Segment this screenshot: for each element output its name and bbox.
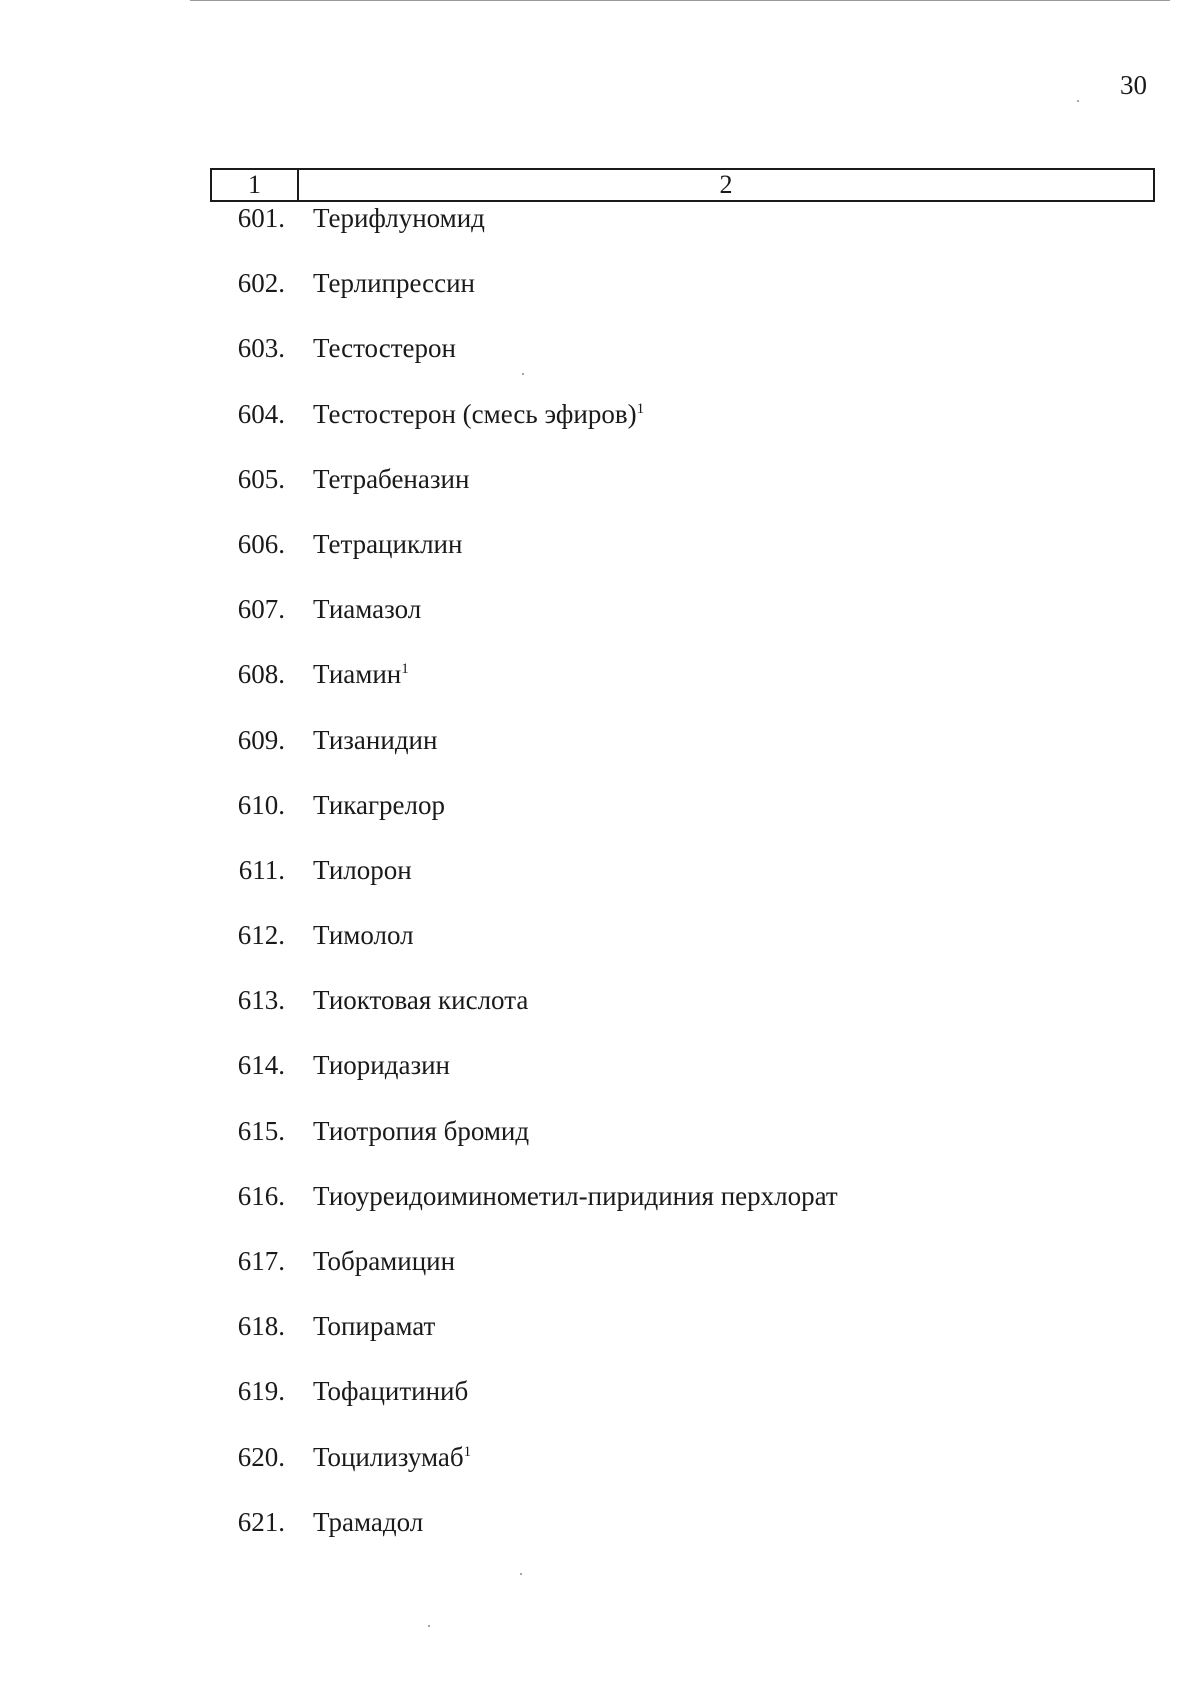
list-item-number: 609. [237,724,285,755]
list-item-name [295,1507,423,1538]
scan-speck [1077,100,1079,102]
list-item [210,333,1155,398]
list-item-number: 620. [237,1441,285,1472]
drug-name: Тиамин [313,659,402,690]
list-item-name [295,790,445,821]
list-item-number: 614. [237,1050,285,1081]
list-item-number: 613. [237,985,285,1016]
table-header-col-2: 2 [719,170,733,199]
drug-name: Тетрациклин [313,528,463,559]
drug-name: Тиоуреидоиминометил-пиридиния перхлорат [313,1180,838,1211]
drug-name: Тизанидин [313,724,438,755]
list-item-number: 610. [237,789,285,820]
list-item [210,1442,1155,1507]
list-item-name [295,333,456,364]
drug-name: Тиотропия бромид [313,1115,530,1146]
table-header-col-1: 1 [212,170,299,200]
list-item-number: 617. [237,1246,285,1276]
list-item [210,529,1155,594]
drug-name: Топирамат [313,1311,436,1342]
list-item-name [295,529,462,560]
list-item-number: 616. [237,1180,285,1211]
drug-name: Тилорон [313,854,412,885]
scan-speck [520,1573,522,1575]
list-item-name [295,855,412,886]
footnote-marker: 1 [401,661,409,678]
table-header [210,168,1155,202]
drug-name: Терифлуномид [313,203,485,233]
list-item [210,399,1155,464]
drug-name: Тестостерон (смесь эфиров) [313,398,637,429]
list-item [210,1376,1155,1441]
list-item-name [295,203,485,234]
list-item-number: 604. [237,398,285,429]
list-item-name [295,659,409,690]
drug-name: Тикагрелор [313,789,445,820]
list-item-number: 611. [238,854,285,885]
list-item [210,464,1155,529]
list-item-name [295,1050,450,1081]
list-item-name [295,1181,838,1212]
drug-name: Тофацитиниб [313,1376,469,1407]
list-item [210,1050,1155,1115]
list-item-name [295,985,528,1016]
list-item [210,725,1155,790]
list-item [210,920,1155,985]
drug-name: Тетрабеназин [313,463,470,494]
list-item-number: 607. [237,594,285,625]
list-item-name [295,268,475,299]
drug-name: Тиамазол [313,594,422,625]
list-item-name [295,1442,471,1473]
page-number: 30 [1120,70,1147,100]
list-item [210,1507,1155,1572]
list-item-number: 615. [237,1115,285,1146]
list-item-name [295,399,644,430]
list-item [210,790,1155,855]
drug-name: Тимолол [313,920,414,951]
list-item [210,659,1155,724]
list-item-number: 605. [237,463,285,494]
list-item-number: 602. [237,268,285,299]
drug-name: Тестостерон [313,333,456,364]
list-item-name [295,1246,455,1277]
drug-name: Терлипрессин [313,268,475,299]
scan-speck [428,1625,430,1627]
list-item [210,1311,1155,1376]
list-item [210,1246,1155,1311]
drug-name: Тиоридазин [313,1050,451,1081]
scan-top-rule [190,0,1170,1]
list-item-name [295,1116,529,1147]
list-item [210,855,1155,920]
list-item [210,594,1155,659]
drug-name: Трамадол [313,1506,424,1537]
footnote-marker: 1 [463,1443,472,1460]
list-item-number: 606. [237,528,285,559]
drug-name: Тиоктовая кислота [313,985,529,1016]
list-item [210,1116,1155,1181]
list-item-name [295,1311,435,1342]
list-item-number: 603. [237,333,285,364]
drug-name: Тобрамицин [313,1246,456,1276]
list-item-name [295,464,469,495]
list-item-number: 619. [237,1376,285,1407]
footnote-marker: 1 [636,400,645,417]
scan-speck [522,373,524,375]
list-item [210,268,1155,333]
drug-list [210,203,1155,1572]
list-item-name [295,1376,468,1407]
list-item-number: 608. [237,659,285,690]
list-item-name [295,920,414,951]
list-item-number: 601. [237,203,285,233]
drug-name: Тоцилизумаб [313,1441,464,1472]
list-item-number: 621. [237,1506,285,1537]
list-item [210,203,1155,268]
list-item-number: 618. [237,1311,285,1342]
list-item-name [295,594,421,625]
list-item-name [295,725,437,756]
list-item [210,985,1155,1050]
list-item [210,1181,1155,1246]
list-item-number: 612. [237,920,285,951]
